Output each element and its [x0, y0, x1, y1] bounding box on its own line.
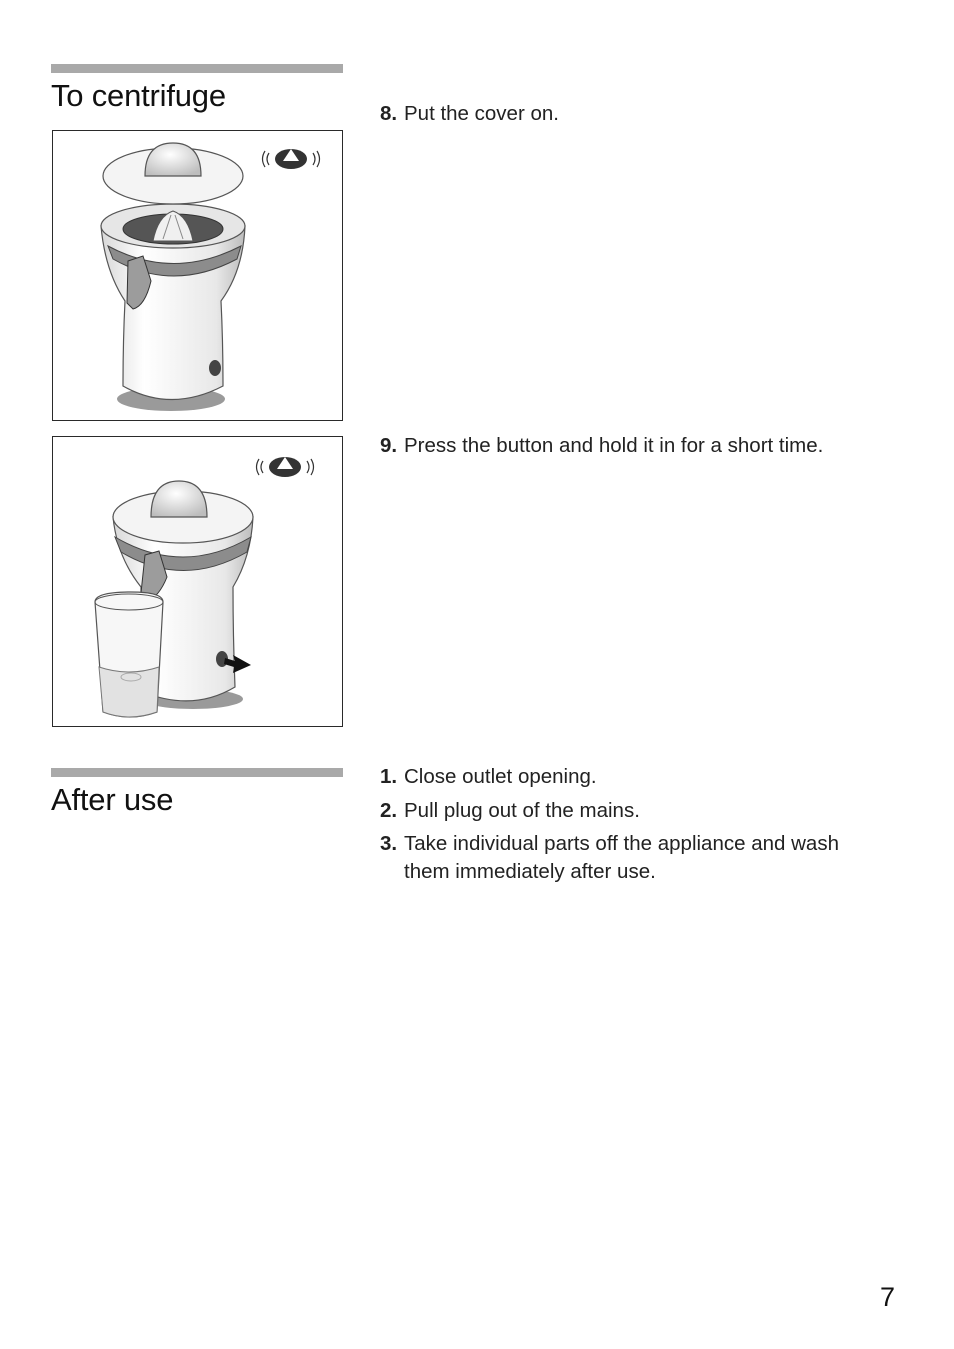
- juicer-press-button-illustration: [53, 437, 342, 726]
- rotating-cone-icon: [263, 149, 320, 169]
- section-title-to-centrifuge: To centrifuge: [51, 78, 226, 113]
- rotating-cone-icon: [257, 457, 314, 477]
- figure-put-cover-on: [52, 130, 343, 421]
- step-8: [380, 100, 880, 128]
- step-9: [380, 432, 880, 460]
- step-text: Close outlet opening.: [404, 765, 597, 788]
- step-3: [380, 830, 880, 886]
- step-number: 8.: [380, 102, 398, 125]
- figure-press-button: [52, 436, 343, 727]
- section-rule-after-use: [51, 768, 343, 777]
- step-text: Put the cover on.: [404, 102, 559, 125]
- step-text: Pull plug out of the mains.: [404, 799, 640, 822]
- step-number: 3.: [380, 832, 398, 855]
- step-number: 1.: [380, 765, 398, 788]
- step-text: Take individual parts off the appliance and wash them immediately after use.: [404, 832, 839, 883]
- page-number: 7: [880, 1282, 896, 1312]
- section-title-after-use: After use: [51, 782, 174, 817]
- step-2: [380, 797, 880, 825]
- step-text: Press the button and hold it in for a short time.: [404, 434, 824, 457]
- section-rule-top: [51, 64, 343, 73]
- step-number: 9.: [380, 434, 398, 457]
- step-1: [380, 763, 880, 791]
- juicer-cover-illustration: [53, 131, 342, 420]
- step-number: 2.: [380, 799, 398, 822]
